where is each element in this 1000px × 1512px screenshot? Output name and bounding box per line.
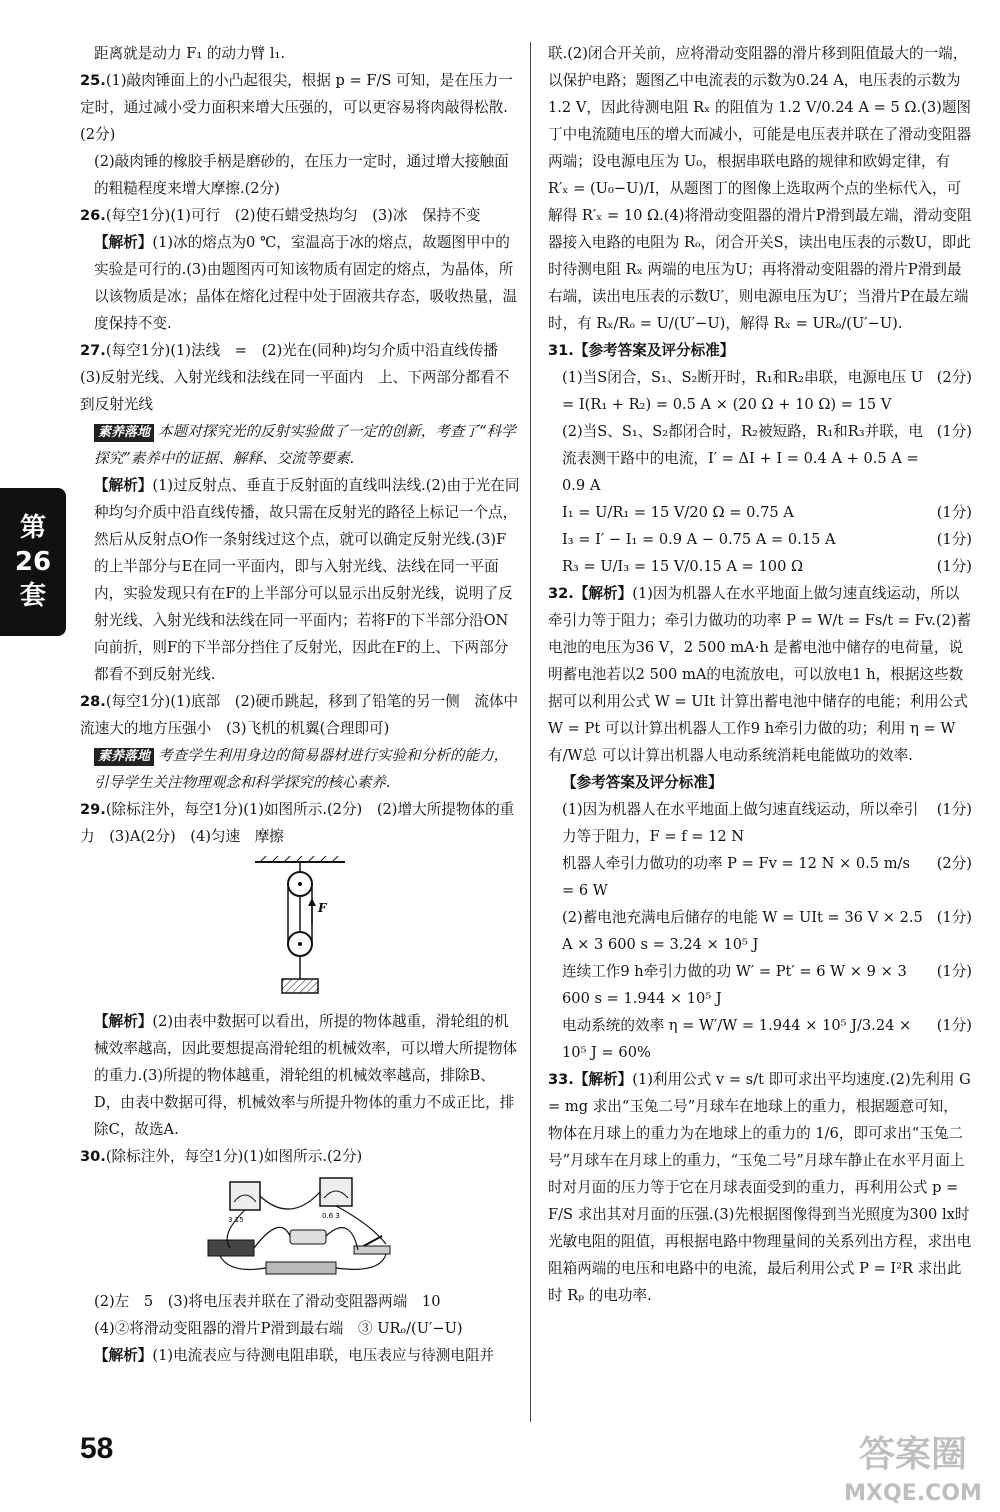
q26-number: 26.	[80, 207, 106, 224]
q31-step-5: R₃ = U/I₃ = 15 V/0.15 A = 100 Ω	[562, 558, 804, 575]
watermark-logo	[828, 1420, 998, 1510]
q32-step-4: 连续工作9 h牵引力做的功 W′ = Pt′ = 6 W × 9 × 3 600 s = 1.944 × 10⁵ J	[562, 963, 907, 1007]
q29-analysis: (2)由表中数据可以看出，所提的物体越重，滑轮组的机械效率越高，因此要想提高滑轮组的机械效率，可以增大所提物体的重力.(3)所提的物体越重，滑轮组的机械效率越高，排除B、D，由表中数据可得，机械效率与所提升物体的重力不成正比，排除C，故选A.	[94, 1013, 518, 1138]
q31-step-4: I₃ = I′ − I₁ = 0.9 A − 0.75 A = 0.15 A	[562, 531, 836, 548]
watermark-title: 答案圈	[858, 1434, 968, 1475]
q31-step-2: (2)当S、S₁、S₂都闭合时，R₂被短路，R₁和R₃并联，电流表测干路中的电流，I′ = ΔI + I = 0.4 A + 0.5 A = 0.9 A	[562, 423, 923, 494]
q31-step-3: I₁ = U/R₁ = 15 V/20 Ω = 0.75 A	[562, 504, 794, 521]
continued-text: 距离就是动力 F₁ 的动力臂 l₁.	[94, 45, 285, 62]
set-tab-number: 26	[14, 547, 52, 577]
q32-scoring-tag: 【参考答案及评分标准】	[562, 774, 723, 791]
q27-answer: (每空1分)(1)法线 = (2)光在(同种)均匀介质中沿直线传播 (3)反射光线、入射光线和法线在同一平面内 上、下两部分都看不到反射光线	[80, 342, 513, 413]
q33-number: 33.	[548, 1071, 574, 1088]
q32-step-2: 机器人牵引力做功的功率 P = Fv = 12 N × 0.5 m/s = 6 W	[562, 855, 910, 899]
q30-analysis-tag: 【解析】	[94, 1347, 153, 1364]
q29-number: 29.	[80, 801, 106, 818]
q30-number: 30.	[80, 1148, 106, 1165]
q32-score-3: (1分)	[936, 909, 972, 926]
q25-answer-1: (1)敲肉锤面上的小凸起很尖，根据 p = F/S 可知，是在压力一定时，通过减小受力面积来增大压强的，可以更容易将肉敲得松散.(2分)	[80, 72, 513, 143]
circuit-diagram	[190, 1174, 410, 1284]
q31-scoring-tag: 【参考答案及评分标准】	[573, 342, 735, 359]
q32-number: 32.	[548, 585, 574, 602]
q32-step-1: (1)因为机器人在水平地面上做匀速直线运动，所以牵引力等于阻力，F = f = 12 N	[562, 801, 919, 845]
q28-number: 28.	[80, 693, 106, 710]
q30-analysis-continued: 联.(2)闭合开关前，应将滑动变阻器的滑片移到阻值最大的一端，以保护电路；题图乙中电流表的示数为0.24 A，电压表的示数为1.2 V，因此待测电阻 Rₓ 的阻值为 1.2 V/0.24 A = 5 Ω.(3)题图丁中电流随电压的增大而减小，可能是电压表并联在了滑动变阻器两端；设电源电压为 U₀，根据串联电路的规律和欧姆定律，有 R′ₓ = (U₀−U)/I，从题图丁的图像上选取两个点的坐标代入，可解得 R′ₓ = 10 Ω.(4)将滑动变阻器的滑片P滑到最左端，滑动变阻器接入电路的电阻为 Rₒ，闭合开关S，读出电压表的示数U，即此时待测电阻 Rₓ 两端的电压为U；再将滑动变阻器的滑片P滑到最右端，读出电压表的示数U′，则电源电压为U′；当滑片P在最左端时，有 Rₓ/Rₒ = U/(U′−U)，解得 Rₓ = URₒ/(U′−U).	[548, 45, 972, 332]
question-32	[548, 580, 972, 1066]
left-column	[80, 40, 520, 1369]
rheostat	[266, 1262, 336, 1274]
q32-analysis: (1)因为机器人在水平地面上做匀速直线运动，所以牵引力等于阻力；牵引力做功的功率 P = W/t = Fs/t = Fv.(2)蓄电池的电压为36 V，2 500 mA·h 是蓄电池中储存的电荷量，说明蓄电池若以2 500 mA的电流放电，可以放电1 h，根据这些数据可以利用公式 W = UIt 计算出蓄电池中储存的电能；利用公式 W = Pt 可以计算出机器人工作9 h牵引力做的功；利用 η = W有/W总 可以计算出机器人电动系统消耗电能做功的效率.	[548, 585, 972, 764]
set-number-tab	[0, 488, 66, 636]
q33-analysis-tag: 【解析】	[573, 1071, 633, 1088]
question-30	[80, 1143, 520, 1369]
q27-literacy-badge: 素养落地	[94, 424, 154, 442]
q32-score-5: (1分)	[936, 1017, 972, 1034]
q31-step-1: (1)当S闭合，S₁、S₂断开时，R₁和R₂串联，电源电压 U = I(R₁ + R₂) = 0.5 A × (20 Ω + 10 Ω) = 15 V	[562, 369, 924, 413]
force-label: F	[318, 901, 327, 915]
question-29	[80, 796, 520, 1143]
resistor	[290, 1230, 326, 1244]
right-column	[548, 40, 972, 1309]
q31-score-5: (1分)	[936, 558, 972, 575]
q32-analysis-tag: 【解析】	[573, 585, 633, 602]
question-25	[80, 67, 520, 202]
q26-answer: (每空1分)(1)可行 (2)使石蜡受热均匀 (3)冰 保持不变	[105, 207, 481, 224]
set-tab-suffix: 套	[19, 581, 46, 611]
q26-analysis-tag: 【解析】	[94, 234, 153, 251]
voltmeter-terminals: 3 15	[228, 1216, 244, 1224]
q31-number: 31.	[548, 342, 574, 359]
q28-literacy-note: 考查学生利用身边的简易器材进行实验和分析的能力，引导学生关注物理观念和科学探究的核心素养.	[94, 747, 509, 791]
q25-answer-2: (2)敲肉锤的橡胶手柄是磨砂的，在压力一定时，通过增大接触面的粗糙程度来增大摩擦.(2分)	[94, 153, 509, 197]
question-27	[80, 337, 520, 688]
q32-step-3: (2)蓄电池充满电后储存的电能 W = UIt = 36 V × 2.5 A × 3 600 s = 3.24 × 10⁵ J	[562, 909, 923, 953]
q32-score-2: (2分)	[936, 855, 972, 872]
ammeter-terminals: 0.6 3	[322, 1212, 340, 1220]
q29-analysis-tag: 【解析】	[94, 1013, 153, 1030]
watermark-url: MXQE.COM	[844, 1481, 982, 1506]
q28-answer: (每空1分)(1)底部 (2)硬币跳起，移到了铅笔的另一侧 流体中流速大的地方压强小 (3)飞机的机翼(合理即可)	[80, 693, 519, 737]
q30-answer-2: (2)左 5 (3)将电压表并联在了滑动变阻器两端 10	[94, 1293, 441, 1310]
q27-literacy-note: 本题对探究光的反射实验做了一定的创新，考查了“科学探究”素养中的证据、解释、交流等要素.	[94, 423, 516, 467]
question-33	[548, 1066, 972, 1309]
q27-number: 27.	[80, 342, 106, 359]
q25-number: 25.	[80, 72, 106, 89]
q30-answer-3: (4)②将滑动变阻器的滑片P滑到最右端 ③ URₒ/(U′−U)	[94, 1320, 463, 1337]
q33-analysis: (1)利用公式 v = s/t 即可求出平均速度.(2)先利用 G = mg 求出“玉兔二号”月球车在地球上的重力，根据题意可知，物体在月球上的重力为在地球上的重力的 1/6，即可求出“玉兔二号”月球车在月球上的重力，“玉兔二号”月球车静止在水平月面上时对月面的压力等于它在月球表面受到的重力，再利用公式 p = F/S 求出其对月面的压强.(3)先根据图像得到当光照度为300 lx时光敏电阻的阻值，再根据电路中物理量间的关系列出方程，求出电阻箱两端的电压和电路中的电流，最后利用公式 P = I²R 求出此时 Rₚ 的电功率.	[548, 1071, 972, 1304]
q28-literacy-badge: 素养落地	[94, 748, 154, 766]
q27-analysis: (1)过反射点、垂直于反射面的直线叫法线.(2)由于光在同种均匀介质中沿直线传播，故只需在反射光的路径上标记一个点，然后从反射点O作一条射线过这个点，就可以确定反射光线.(3)F的上半部分与E在同一平面内，即与入射光线、法线在同一平面内，实验发现只有在F的上半部分可以显示出反射光线，说明了反射光线、入射光线和法线在同一平面内；若将F的下半部分沿ON向前折，则F的下半部分挡住了反射光，因此在F的上、下两部分都看不到反射光线.	[94, 477, 520, 683]
q26-analysis: (1)冰的熔点为0 ℃，室温高于冰的熔点，故题图甲中的实验是可行的.(3)由题图丙可知该物质有固定的熔点，为晶体，所以该物质是冰；晶体在熔化过程中处于固液共存态，吸收热量，温度保持不变.	[94, 234, 518, 332]
q27-analysis-tag: 【解析】	[94, 477, 153, 494]
q31-score-2: (1分)	[936, 423, 972, 440]
q30-analysis: (1)电流表应与待测电阻串联，电压表应与待测电阻并	[152, 1347, 495, 1364]
question-31	[548, 337, 972, 580]
q30-answer-1: (除标注外，每空1分)(1)如图所示.(2分)	[105, 1148, 363, 1165]
ammeter	[320, 1178, 352, 1206]
pulley-diagram	[240, 854, 360, 1004]
question-26	[80, 202, 520, 337]
page-number: 58	[80, 1432, 114, 1465]
q31-score-1: (2分)	[936, 369, 972, 386]
question-28	[80, 688, 520, 796]
q31-score-4: (1分)	[936, 531, 972, 548]
set-tab-prefix: 第	[19, 513, 46, 543]
q29-answer: (除标注外，每空1分)(1)如图所示.(2分) (2)增大所提物体的重力 (3)A(2分) (4)匀速 摩擦	[80, 801, 515, 845]
column-divider	[530, 42, 531, 1422]
load-block	[282, 979, 318, 993]
q32-score-4: (1分)	[936, 963, 972, 980]
q32-step-5: 电动系统的效率 η = W′/W = 1.944 × 10⁵ J/3.24 × 10⁵ J = 60%	[562, 1017, 912, 1061]
battery	[208, 1240, 254, 1256]
q31-score-3: (1分)	[936, 504, 972, 521]
voltmeter	[230, 1182, 260, 1210]
q32-score-1: (1分)	[936, 801, 972, 818]
